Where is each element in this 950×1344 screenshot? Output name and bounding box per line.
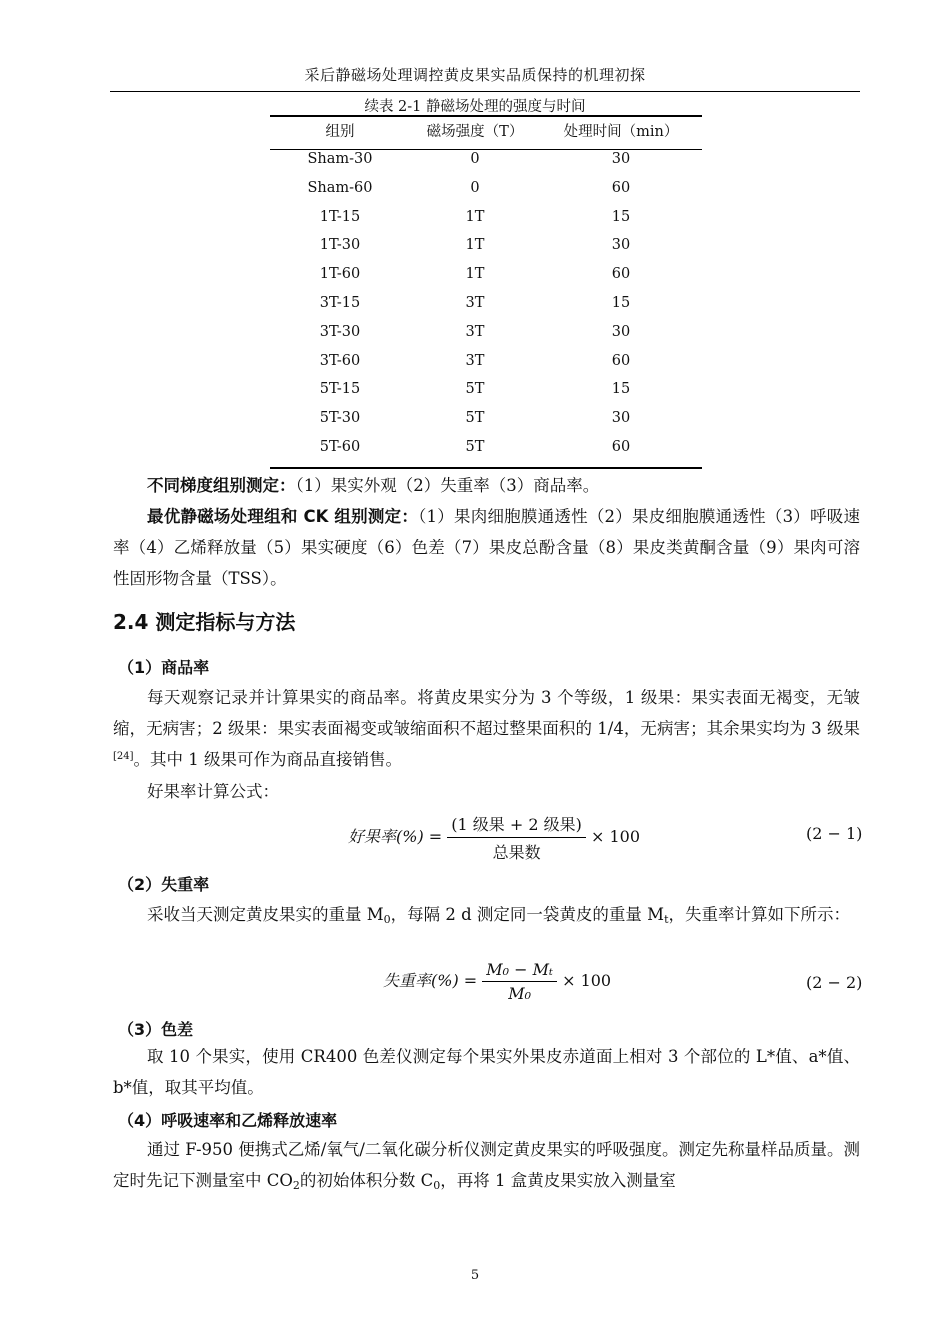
table-cell-duration: 30 [611, 151, 631, 167]
table-cell-duration: 15 [611, 295, 631, 311]
weight-loss-text: 采收当天测定黄皮果实的重量 M [147, 905, 384, 924]
subscript-zero: 0 [383, 913, 391, 926]
table-cell-field-strength: 5T [465, 410, 485, 426]
formula-rhs: × 100 [556, 971, 612, 990]
table-cell-duration: 60 [611, 180, 631, 196]
table-header-group: 组别 [325, 124, 355, 140]
table-cell-group: 5T-15 [319, 381, 361, 397]
subscript-zero: 0 [433, 1179, 441, 1192]
table-caption: 续表 2-1 静磁场处理的强度与时间 [364, 99, 586, 115]
table-cell-group: 5T-30 [319, 410, 361, 426]
gradient-groups-paragraph [113, 470, 860, 501]
table-cell-field-strength: 0 [470, 180, 480, 196]
table-cell-field-strength: 1T [465, 237, 485, 253]
table-cell-duration: 15 [611, 209, 631, 225]
table-cell-group: 3T-15 [319, 295, 361, 311]
table-cell-field-strength: 5T [465, 439, 485, 455]
respiration-text-mid: 的初始体积分数 C [299, 1171, 434, 1190]
table-bottom-rule [270, 467, 702, 469]
marketable-rate-paragraph [113, 682, 860, 775]
table-cell-duration: 60 [611, 353, 631, 369]
formula-denominator: M₀ [508, 984, 532, 1003]
marketable-rate-text: 每天观察记录并计算果实的商品率。将黄皮果实分为 3 个等级，1 级果：果实表面无褐变，无皱缩，无病害；2 级果：果实表面褐变或皱缩面积不超过整果面积的 1/4，无病害；其余果实均为 3 级果 [113, 688, 860, 738]
formula-lhs: 失重率(%) = [383, 971, 483, 990]
citation-ref: [24] [113, 751, 134, 762]
table-cell-field-strength: 3T [465, 295, 485, 311]
table-cell-group: Sham-30 [307, 151, 373, 167]
table-cell-group: 5T-60 [319, 439, 361, 455]
formula-denominator: 总果数 [492, 843, 541, 862]
weight-loss-text-end: ，失重率计算如下所示： [668, 905, 850, 924]
respiration-text-end: ，再将 1 盒黄皮果实放入测量室 [440, 1171, 676, 1190]
respiration-paragraph [113, 1134, 860, 1196]
equation-number: (2 − 1) [806, 824, 863, 843]
table-cell-field-strength: 0 [470, 151, 480, 167]
optimal-groups-label: 最优静磁场处理组和 CK 组别测定： [147, 507, 419, 526]
color-difference-paragraph: 取 10 个果实，使用 CR400 色差仪测定每个果实外果皮赤道面上相对 3 个部位的 L*值、a*值、b*值，取其平均值。 [113, 1047, 860, 1097]
formula-numerator: M₀ − Mₜ [482, 960, 557, 982]
weight-loss-paragraph [113, 899, 860, 930]
formula-fraction [482, 960, 557, 1003]
subscript-t: t [664, 913, 669, 926]
formula-rhs: × 100 [585, 827, 641, 846]
table-header-duration: 处理时间（min） [563, 124, 679, 140]
table-cell-group: 1T-30 [319, 237, 361, 253]
subsection-title-marketable-rate: （1）商品率 [118, 658, 210, 677]
subsection-title-respiration: （4）呼吸速率和乙烯释放速率 [118, 1111, 338, 1130]
table-top-rule [270, 115, 702, 117]
optimal-groups-paragraph [113, 501, 860, 594]
formula-numerator: (1 级果 + 2 级果) [447, 812, 586, 838]
table-cell-group: 3T-30 [319, 324, 361, 340]
gradient-groups-label: 不同梯度组别测定： [147, 476, 296, 495]
table-cell-group: Sham-60 [307, 180, 373, 196]
header-rule [110, 91, 860, 92]
table-cell-group: 1T-15 [319, 209, 361, 225]
subsection-title-weight-loss: （2）失重率 [118, 875, 210, 894]
table-cell-duration: 30 [611, 237, 631, 253]
optimal-groups-text: （1）果肉细胞膜通透性（2）果皮细胞膜通透性（3）呼吸速率（4）乙烯释放量（5）果实硬度（6）色差（7）果皮总酚含量（8）果皮类黄酮含量（9）果肉可溶性固形物含量（TSS）。 [113, 507, 860, 588]
table-cell-duration: 30 [611, 324, 631, 340]
section-title: 2.4 测定指标与方法 [113, 610, 296, 634]
formula-lhs: 好果率(%) = [348, 827, 448, 846]
running-head: 采后静磁场处理调控黄皮果实品质保持的机理初探 [304, 66, 646, 84]
table-cell-field-strength: 3T [465, 324, 485, 340]
table-cell-group: 3T-60 [319, 353, 361, 369]
subscript-two: 2 [292, 1179, 300, 1192]
page-number: 5 [470, 1268, 480, 1283]
table-cell-field-strength: 5T [465, 381, 485, 397]
table-cell-duration: 15 [611, 381, 631, 397]
table-cell-duration: 60 [611, 266, 631, 282]
table-cell-duration: 30 [611, 410, 631, 426]
table-cell-field-strength: 1T [465, 209, 485, 225]
formula-good-fruit-rate [348, 812, 640, 863]
table-header-rule [270, 149, 702, 150]
table-cell-group: 1T-60 [319, 266, 361, 282]
formula-fraction [447, 812, 586, 863]
table-header-field-strength: 磁场强度（T） [426, 124, 524, 140]
table-cell-field-strength: 3T [465, 353, 485, 369]
formula-weight-loss [383, 960, 611, 1003]
gradient-groups-text: （1）果实外观（2）失重率（3）商品率。 [295, 476, 600, 495]
table-cell-field-strength: 1T [465, 266, 485, 282]
formula-intro: 好果率计算公式： [147, 782, 279, 801]
weight-loss-text-mid: ，每隔 2 d 测定同一袋黄皮的重量 M [390, 905, 665, 924]
table-cell-duration: 60 [611, 439, 631, 455]
marketable-rate-text-end: 。其中 1 级果可作为商品直接销售。 [133, 750, 403, 769]
subsection-title-color-difference: （3）色差 [118, 1020, 194, 1039]
respiration-text: 通过 F-950 便携式乙烯/氧气/二氧化碳分析仪测定黄皮果实的呼吸强度。测定先称量样品质量。测定时先记下测量室中 CO [113, 1140, 860, 1190]
equation-number: (2 − 2) [806, 973, 863, 992]
